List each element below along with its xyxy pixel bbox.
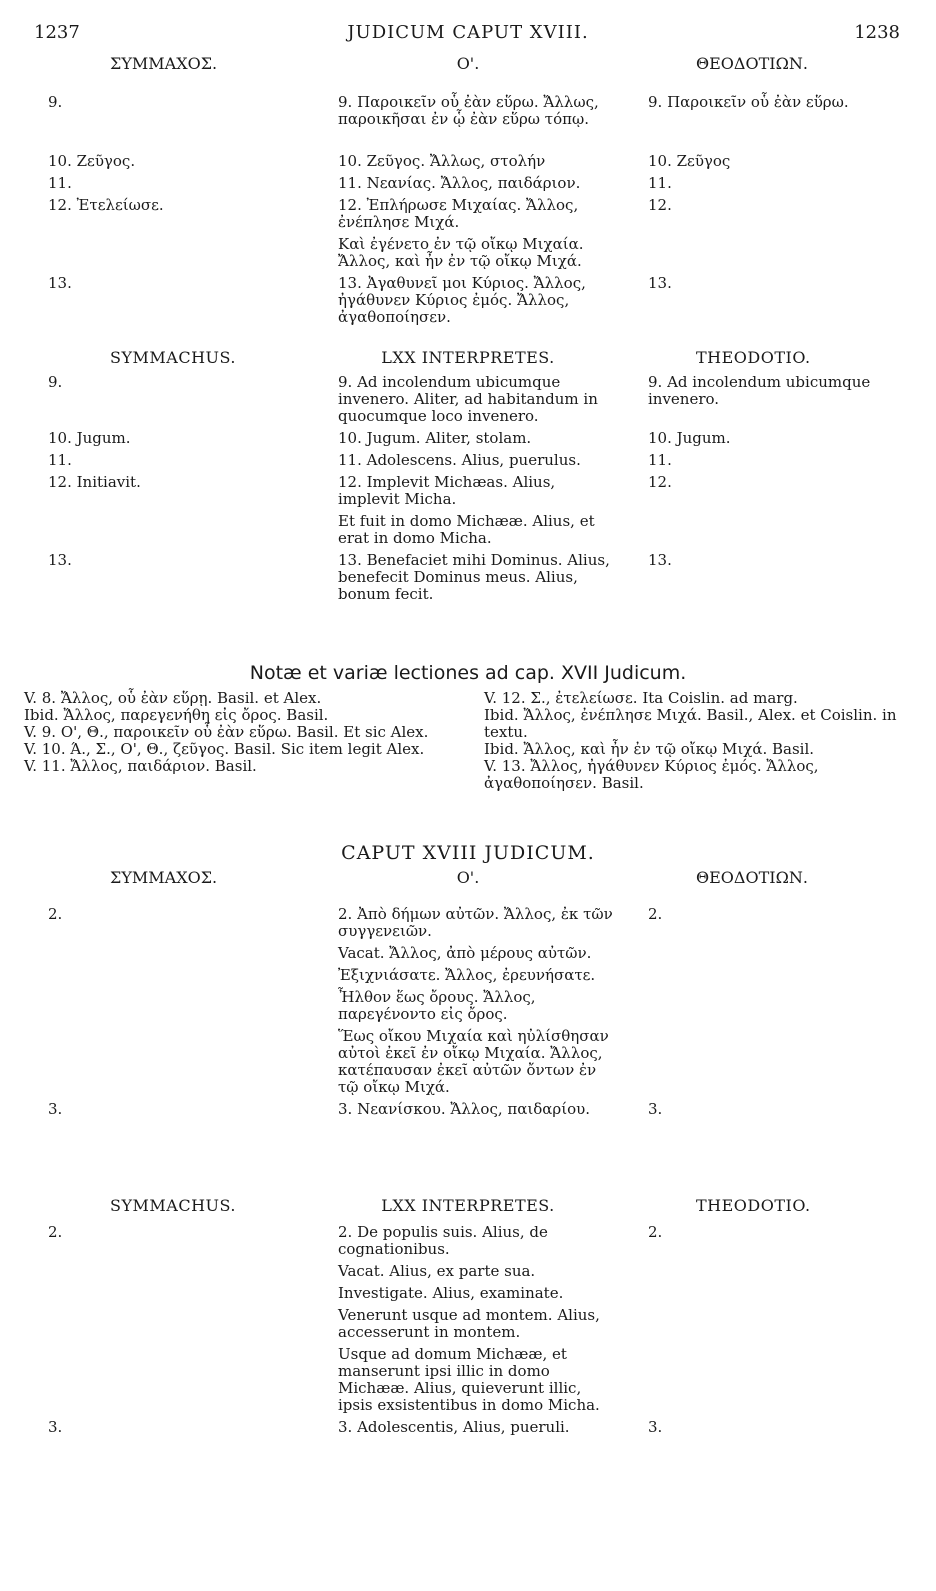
theodotion-cell: 9. Παροικεῖν οὗ ἐὰν εὕρω. [648, 93, 849, 111]
heading-theodotion-latin: THEODOTIO. [696, 1196, 811, 1215]
running-header [0, 22, 936, 46]
verse-row [0, 94, 936, 148]
lxx-cell: 12. Ἐπλήρωσε Μιχαίας. Ἄλλος, ἐνέπλησε Μιχά. [338, 196, 579, 231]
verse-row [0, 452, 936, 469]
symmachus-cell: 12. Ἐτελείωσε. [48, 196, 164, 214]
column-headings-latin-17 [0, 348, 936, 370]
verse-row [0, 374, 936, 425]
column-headings-greek-18 [0, 868, 936, 892]
lxx-cell: 11. Νεανίας. Ἄλλος, παιδάριον. [338, 174, 581, 192]
page-number-left: 1237 [34, 22, 80, 43]
lxx-cell: 9. Ad incolendum ubicumque invenero. Aliter, ad habitandum in quocumque loco invenero. [338, 373, 598, 425]
notes-left-column [24, 690, 464, 775]
note-line: Ibid. Ἄλλος, παρεγενήθη εἰς ὄρος. Basil. [24, 706, 329, 724]
heading-theodotion-greek: ΘΕΟΔΟΤΙΩΝ. [696, 54, 808, 73]
note-line: Ibid. Ἄλλος, ἐνέπλησε Μιχά. Basil., Alex. et Coislin. in textu. [484, 706, 897, 741]
theodotion-cell: 9. Ad incolendum ubicumque invenero. [648, 373, 871, 408]
theodotion-cell: 3. [648, 1418, 663, 1436]
lxx-cell: 3. Νεανίσκου. Ἄλλος, παιδαρίου. [338, 1100, 591, 1118]
heading-lxx-latin: LXX INTERPRETES. [381, 1196, 555, 1215]
column-headings-latin-18 [0, 1196, 936, 1218]
lxx-cell: 9. Παροικεῖν οὗ ἐὰν εὕρω. Ἄλλως, παροικῆσαι ἐν ᾧ ἐὰν εὕρω τόπῳ. [338, 93, 599, 128]
symmachus-cell: 3. [48, 1418, 63, 1436]
verse-row [0, 906, 936, 940]
note-line: V. 13. Ἄλλος, ἠγάθυνεν Κύριος ἐμός. Ἄλλος, ἀγαθοποίησεν. Basil. [484, 757, 819, 792]
verse-row [0, 552, 936, 603]
heading-lxx-latin: LXX INTERPRETES. [381, 348, 555, 367]
verse-row [0, 153, 936, 170]
symmachus-cell: 11. [48, 174, 72, 192]
verse-row [0, 989, 936, 1023]
note-line: Ibid. Ἄλλος, καὶ ἦν ἐν τῷ οἴκῳ Μιχά. Basil. [484, 740, 815, 758]
running-title: JUDICUM CAPUT XVIII. [347, 22, 589, 43]
lxx-cell: Ἐξιχνιάσατε. Ἄλλος, ἐρευνήσατε. [338, 966, 596, 984]
lxx-cell: 11. Adolescens. Alius, puerulus. [338, 451, 581, 469]
lxx-cell: 12. Implevit Michæas. Alius, implevit Micha. [338, 473, 556, 508]
lxx-cell: Vacat. Ἄλλος, ἀπὸ μέρους αὐτῶν. [338, 944, 592, 962]
theodotion-cell: 2. [648, 905, 663, 923]
verse-row [0, 1101, 936, 1118]
latin-text-18 [0, 1224, 936, 1441]
lxx-cell: Usque ad domum Michææ, et manserunt ipsi illic in domo Michææ. Alius, quieverunt illic, ipsis exsistentibus in domo Micha. [338, 1345, 600, 1414]
page-number-right: 1238 [854, 22, 900, 43]
symmachus-cell: 9. [48, 93, 63, 111]
symmachus-cell: 13. [48, 274, 72, 292]
heading-symmachus-latin: SYMMACHUS. [110, 1196, 236, 1215]
verse-row [0, 430, 936, 447]
verse-row [0, 197, 936, 231]
theodotion-cell: 10. Ζεῦγος [648, 152, 731, 170]
theodotion-cell: 12. [648, 473, 672, 491]
heading-theodotion-latin: THEODOTIO. [696, 348, 811, 367]
theodotion-cell: 11. [648, 451, 672, 469]
heading-lxx-greek: Ο'. [456, 54, 480, 73]
verse-row [0, 1307, 936, 1341]
verse-row [0, 1419, 936, 1436]
heading-theodotion-greek: ΘΕΟΔΟΤΙΩΝ. [696, 868, 808, 887]
symmachus-cell: 13. [48, 551, 72, 569]
chapter-title: CAPUT XVIII JUDICUM. [341, 842, 595, 864]
verse-row [0, 236, 936, 270]
lxx-cell: 2. Ἀπὸ δήμων αὐτῶν. Ἄλλος, ἐκ τῶν συγγενειῶν. [338, 905, 613, 940]
lxx-cell: 10. Ζεῦγος. Ἄλλως, στολήν [338, 152, 546, 170]
latin-text-17 [0, 374, 936, 608]
verse-row [0, 175, 936, 192]
symmachus-cell: 11. [48, 451, 72, 469]
theodotion-cell: 13. [648, 551, 672, 569]
theodotion-cell: 13. [648, 274, 672, 292]
theodotion-cell: 11. [648, 174, 672, 192]
symmachus-cell: 9. [48, 373, 63, 391]
verse-row [0, 1263, 936, 1280]
verse-row [0, 474, 936, 508]
lxx-cell: 13. Benefaciet mihi Dominus. Alius, benefecit Dominus meus. Alius, bonum fecit. [338, 551, 610, 603]
lxx-cell: Ἦλθον ἕως ὄρους. Ἄλλος, παρεγένοντο εἰς ὄρος. [338, 988, 536, 1023]
notes-title: Notæ et variæ lectiones ad cap. XVII Judicum. [249, 662, 687, 684]
lxx-cell: Investigate. Alius, examinate. [338, 1284, 564, 1302]
lxx-cell: Vacat. Alius, ex parte sua. [338, 1262, 536, 1280]
verse-row [0, 1285, 936, 1302]
notes-right-column [484, 690, 914, 792]
note-line: V. 9. O', Θ., παροικεῖν οὗ ἐὰν εὕρω. Basil. Et sic Alex. [24, 723, 429, 741]
lxx-cell: 13. Ἀγαθυνεῖ μοι Κύριος. Ἄλλος, ἠγάθυνεν Κύριος ἐμός. Ἄλλος, ἀγαθοποίησεν. [338, 274, 586, 326]
note-line: V. 8. Ἄλλος, οὗ ἐὰν εὕρῃ. Basil. et Alex. [24, 689, 322, 707]
heading-symmachus-latin: SYMMACHUS. [110, 348, 236, 367]
lxx-cell: Et fuit in domo Michææ. Alius, et erat in domo Micha. [338, 512, 595, 547]
verse-row [0, 513, 936, 547]
heading-symmachus-greek: ΣΥΜΜΑΧΟΣ. [110, 54, 218, 73]
theodotion-cell: 2. [648, 1223, 663, 1241]
heading-symmachus-greek: ΣΥΜΜΑΧΟΣ. [110, 868, 218, 887]
lxx-cell: Venerunt usque ad montem. Alius, accesserunt in montem. [338, 1306, 600, 1341]
theodotion-cell: 12. [648, 196, 672, 214]
note-line: V. 11. Ἄλλος, παιδάριον. Basil. [24, 757, 257, 775]
lxx-cell: 2. De populis suis. Alius, de cognationibus. [338, 1223, 548, 1258]
lxx-cell: 10. Jugum. Aliter, stolam. [338, 429, 532, 447]
symmachus-cell: 3. [48, 1100, 63, 1118]
verse-row [0, 945, 936, 962]
note-line: V. 12. Σ., ἐτελείωσε. Ita Coislin. ad marg. [484, 689, 798, 707]
note-line: V. 10. Ά., Σ., O', Θ., ζεῦγος. Basil. Sic item legit Alex. [24, 740, 425, 758]
lxx-cell: 3. Adolescentis, Alius, pueruli. [338, 1418, 570, 1436]
symmachus-cell: 2. [48, 1223, 63, 1241]
verse-row [0, 1346, 936, 1414]
symmachus-cell: 10. Ζεῦγος. [48, 152, 136, 170]
heading-lxx-greek: Ο'. [456, 868, 480, 887]
greek-text-17 [0, 94, 936, 331]
verse-row [0, 275, 936, 326]
column-headings-greek-17 [0, 54, 936, 78]
lxx-cell: Ἕως οἴκου Μιχαία καὶ ηὐλίσθησαν αὐτοὶ ἐκεῖ ἐν οἴκῳ Μιχαία. Ἄλλος, κατέπαυσαν ἐκεῖ αὐτῶν ὄντων ἐν τῷ οἴκῳ Μιχά. [338, 1027, 609, 1096]
greek-text-18 [0, 906, 936, 1123]
theodotion-cell: 3. [648, 1100, 663, 1118]
symmachus-cell: 12. Initiavit. [48, 473, 141, 491]
lxx-cell: Καὶ ἐγένετο ἐν τῷ οἴκῳ Μιχαία. Ἄλλος, καὶ ἦν ἐν τῷ οἴκῳ Μιχά. [338, 235, 584, 270]
verse-row [0, 967, 936, 984]
symmachus-cell: 10. Jugum. [48, 429, 131, 447]
verse-row [0, 1028, 936, 1096]
verse-row [0, 1224, 936, 1258]
symmachus-cell: 2. [48, 905, 63, 923]
theodotion-cell: 10. Jugum. [648, 429, 731, 447]
